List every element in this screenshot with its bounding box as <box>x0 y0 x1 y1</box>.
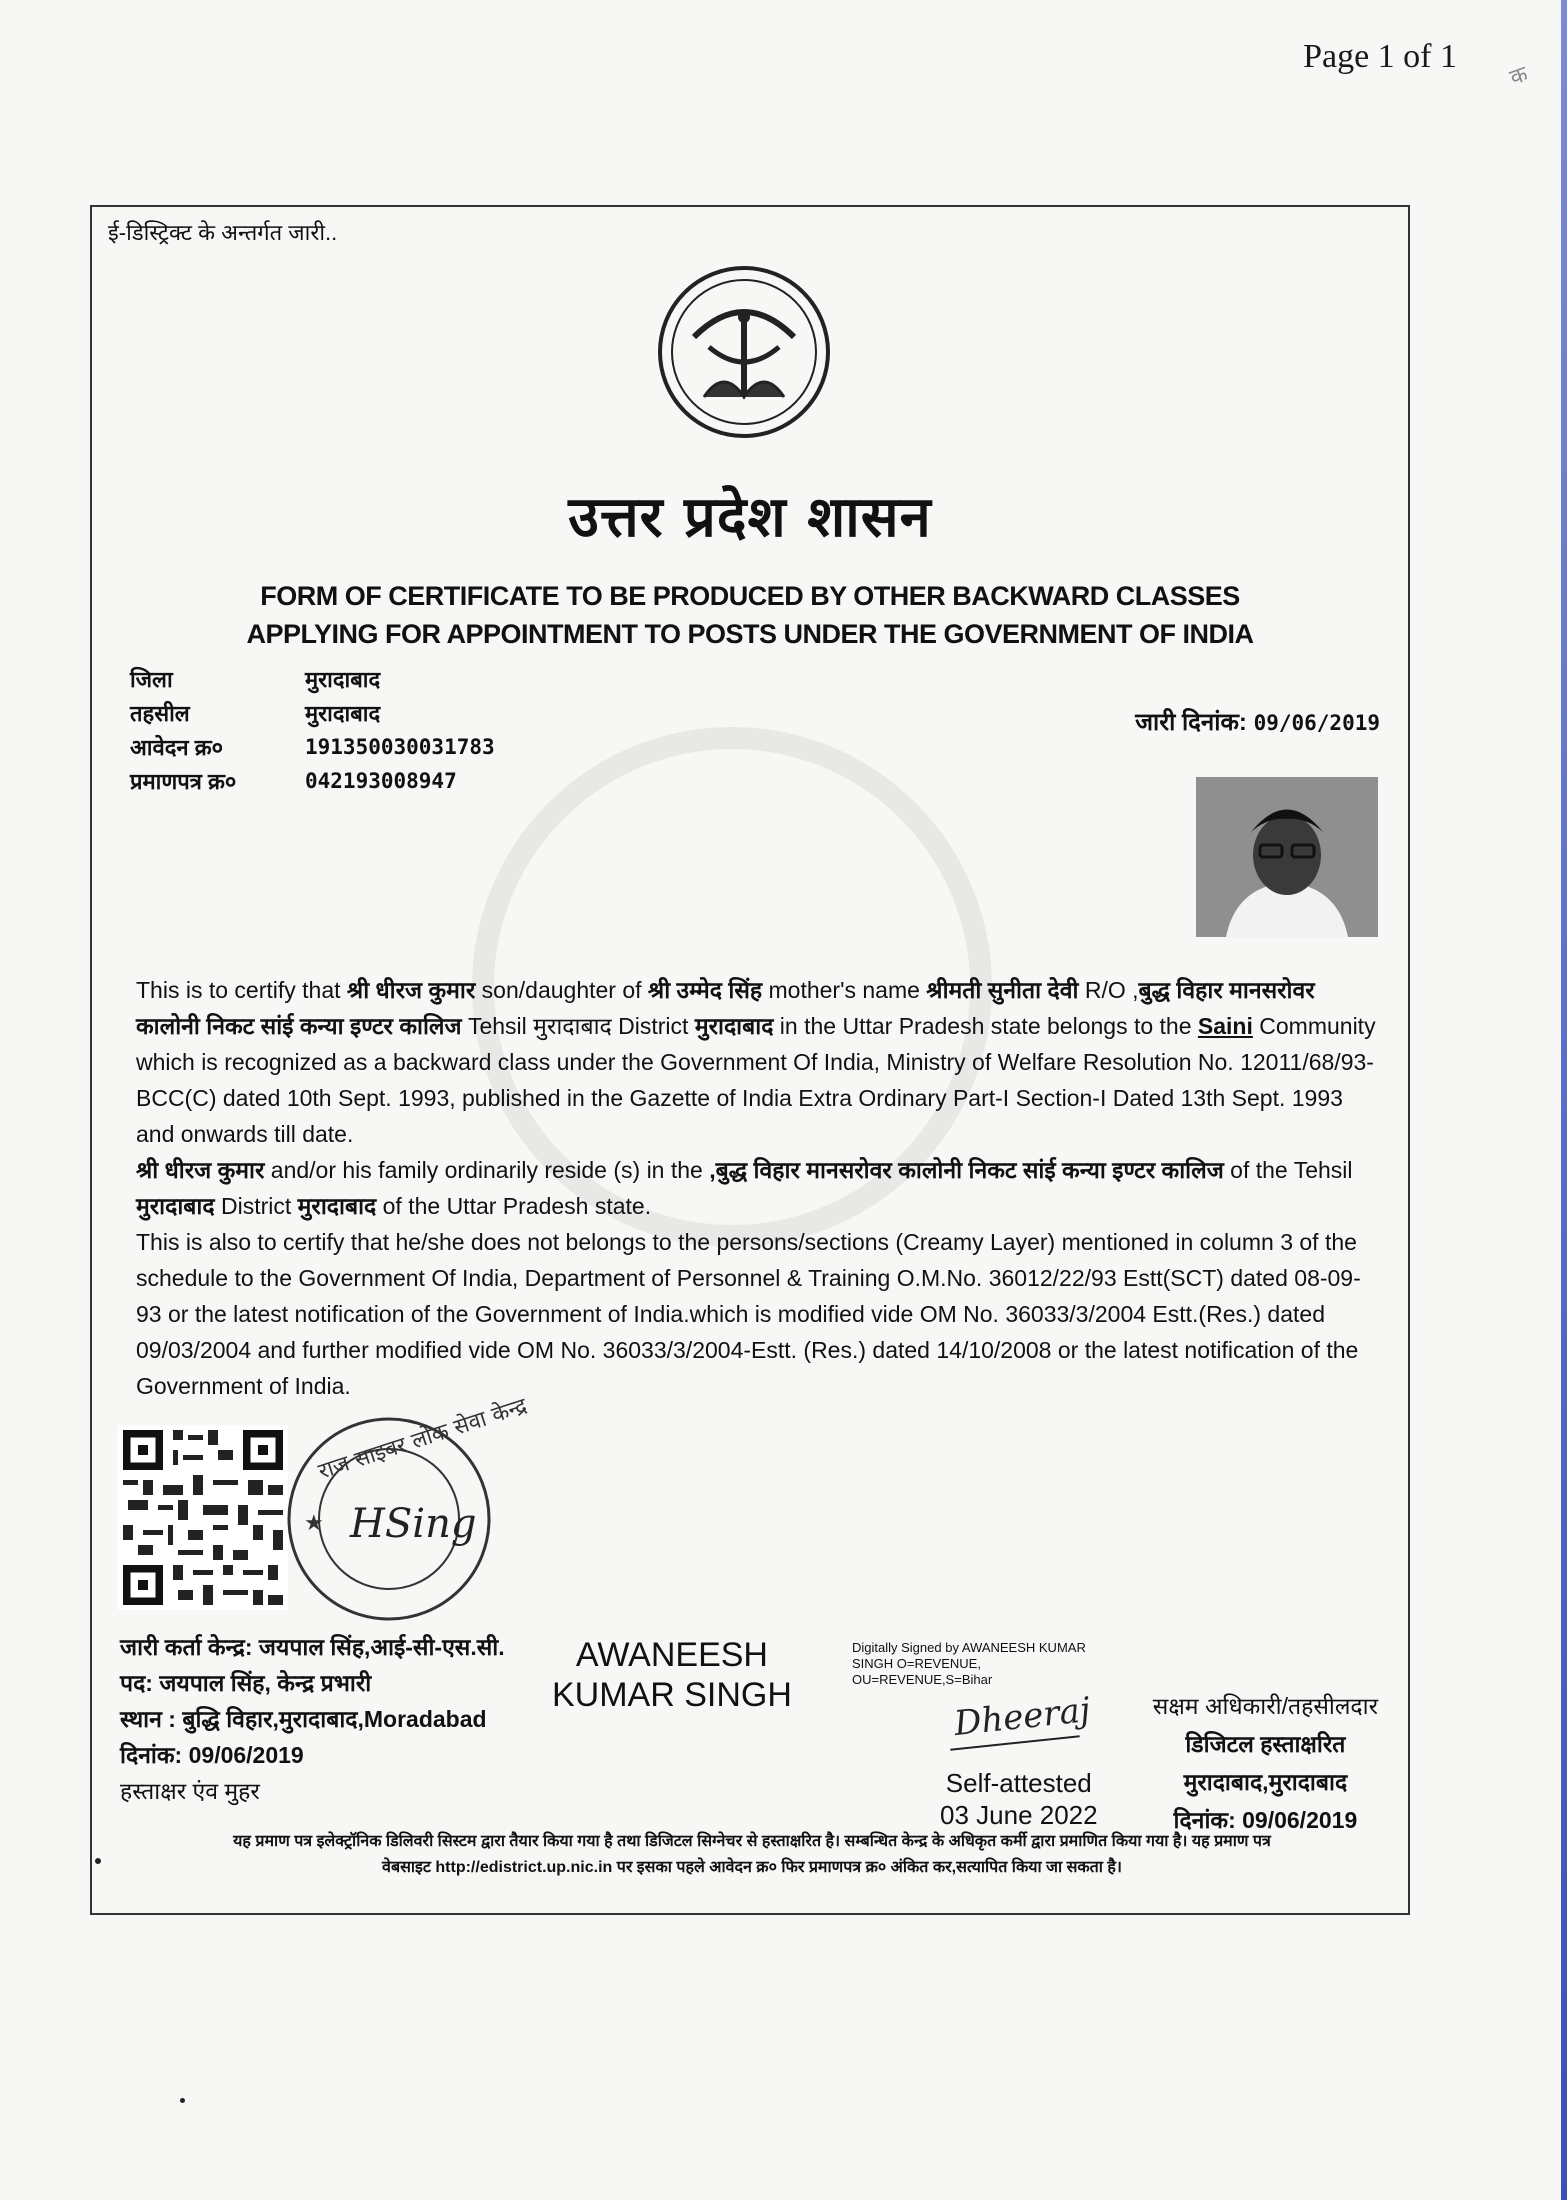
issue-date <box>1135 705 1380 738</box>
text: and/or his family ordinarily reside (s) in the <box>264 1157 710 1183</box>
up-govt-emblem-icon <box>654 247 834 457</box>
issuing-centre-block <box>120 1629 505 1809</box>
signature-seal-label: हस्ताक्षर एंव मुहर <box>120 1778 260 1804</box>
authority-location: मुरादाबाद,मुरादाबाद <box>1183 1769 1348 1795</box>
father-name: श्री उम्मेद सिंह <box>647 977 763 1003</box>
district-row <box>130 662 495 696</box>
text: Tehsil <box>461 1013 534 1039</box>
tehsil-label: तहसील <box>130 701 190 726</box>
svg-text:★: ★ <box>304 1510 324 1535</box>
text: R/O , <box>1078 977 1139 1003</box>
certificate-frame <box>90 205 1410 1915</box>
paragraph-certification <box>136 972 1381 1152</box>
residence-address: बुद्ध विहार मानसरोवर कालोनी निकट सांई कन्या इण्टर कालिज <box>136 977 1315 1039</box>
handwritten-signature: Dheeraj <box>952 1689 1093 1745</box>
district-label: जिला <box>130 667 173 692</box>
attestation-label: Self-attested <box>945 1768 1092 1798</box>
applicant-photo <box>1196 777 1378 937</box>
residence-address: ,बुद्ध विहार मानसरोवर कालोनी निकट सांई कन्या इण्टर कालिज <box>709 1157 1224 1183</box>
text: This is to certify that <box>136 977 347 1003</box>
tehsil-row <box>130 696 495 730</box>
signer-name-line-1: AWANEESH <box>575 1636 768 1674</box>
text: son/daughter of <box>475 977 648 1003</box>
digital-note-line: Digitally Signed by AWANEESH KUMAR <box>852 1640 1086 1655</box>
margin-mark: क <box>1506 60 1531 91</box>
certificate-number: 042193008947 <box>305 769 457 793</box>
form-title-line-1: FORM OF CERTIFICATE TO BE PRODUCED BY OTHER BACKWARD CLASSES <box>260 581 1240 611</box>
text: in the Uttar Pradesh state belongs to the <box>773 1013 1198 1039</box>
issuer-date: दिनांक: 09/06/2019 <box>120 1742 304 1768</box>
certificate-details <box>130 662 495 798</box>
government-title: उत्तर प्रदेश शासन <box>568 484 932 550</box>
digital-signer-name <box>552 1635 792 1715</box>
authority-title: सक्षम अधिकारी/तहसीलदार <box>1152 1693 1378 1719</box>
text: mother's name <box>762 977 927 1003</box>
self-attestation <box>940 1767 1098 1831</box>
district-value: मुरादाबाद <box>305 667 381 692</box>
footer-line-2: वेबसाइट http://edistrict.up.nic.in पर इसका पहले आवेदन क्र० फिर प्रमाणपत्र क्र० अंकित कर,सत्यापित किया जा सकता है। <box>382 1859 1122 1876</box>
scan-edge <box>1561 0 1567 2200</box>
form-title <box>92 577 1408 653</box>
seal-signature: HSing <box>350 1501 477 1547</box>
competent-authority-block <box>1153 1687 1378 1839</box>
scan-speck <box>95 1858 101 1864</box>
signer-name-line-2: KUMAR SINGH <box>552 1676 792 1714</box>
scan-speck <box>180 2098 185 2103</box>
text: District <box>611 1013 695 1039</box>
text: of the Tehsil <box>1223 1157 1353 1183</box>
application-row <box>130 730 495 764</box>
paragraph-residence <box>136 1152 1381 1224</box>
official-seal-stamp <box>282 1393 531 1627</box>
district-name: मुरादाबाद <box>297 1193 377 1219</box>
digital-signature-note <box>852 1640 1086 1688</box>
applicant-name: श्री धीरज कुमार <box>136 1157 265 1183</box>
issuer-post: पद: जयपाल सिंह, केन्द्र प्रभारी <box>120 1670 372 1696</box>
issue-date-value: 09/06/2019 <box>1253 711 1380 735</box>
certificate-label: प्रमाणपत्र क्र० <box>130 769 237 794</box>
text: District <box>214 1193 298 1219</box>
text: Community which is recognized as a backward class under the Government Of India, Ministry of Welfare Resolution No. 12011/68/93-BCC(C) dated 10th Sept. 1993, published in the Gazette of India Extra Ordinary Part-I Section-I Dated 13th Sept. 1993 and onwards till date. <box>136 1013 1376 1147</box>
qr-code-icon <box>118 1425 288 1610</box>
application-label: आवेदन क्र० <box>130 735 224 760</box>
district-name: मुरादाबाद <box>694 1013 774 1039</box>
text: of the Uttar Pradesh state. <box>376 1193 652 1219</box>
authority-date: दिनांक: 09/06/2019 <box>1173 1807 1358 1833</box>
applicant-name: श्री धीरज कुमार <box>346 977 476 1003</box>
form-title-line-2: APPLYING FOR APPOINTMENT TO POSTS UNDER THE GOVERNMENT OF INDIA <box>246 619 1254 649</box>
seal-text: राज साइबर लोक सेवा केन्द्र <box>315 1393 531 1485</box>
tehsil-name: मुरादाबाद <box>533 1013 612 1039</box>
community-name: Saini <box>1197 1013 1253 1039</box>
issue-place: स्थान : बुद्धि विहार,मुरादाबाद,Moradabad <box>120 1706 487 1732</box>
digitally-signed-label: डिजिटल हस्ताक्षरित <box>1185 1731 1346 1757</box>
footer-line-1: यह प्रमाण पत्र इलेक्ट्रॉनिक डिलिवरी सिस्टम द्वारा तैयार किया गया है तथा डिजिटल सिग्नेचर से हस्ताक्षरित है। सम्बन्धित केन्द्र के अधिकृत कर्मी द्वारा प्रमाणित किया गया है। यह प्रमाण पत्र <box>233 1833 1271 1850</box>
certificate-row <box>130 764 495 798</box>
issuing-centre: जारी कर्ता केन्द्र: जयपाल सिंह,आई-सी-एस.सी. <box>120 1634 505 1660</box>
page-number: Page 1 of 1 <box>1303 38 1457 75</box>
certificate-body <box>136 972 1381 1404</box>
tehsil-name: मुरादाबाद <box>136 1193 215 1219</box>
issued-under-note: ई-डिस्ट्रिक्ट के अन्तर्गत जारी.. <box>108 220 338 245</box>
application-number: 191350030031783 <box>305 735 495 759</box>
attestation-date: 03 June 2022 <box>940 1800 1098 1830</box>
issue-date-label: जारी दिनांक: <box>1135 709 1247 736</box>
mother-name: श्रीमती सुनीता देवी <box>926 977 1079 1003</box>
paragraph-creamy-layer: This is also to certify that he/she does not belongs to the persons/sections (Creamy Layer) mentioned in column 3 of the schedule to the Government Of India, Department of Personnel & Training O.M.No. 36012/22/93 Estt(SCT) dated 08-09-93 or the latest notification of the Government of India.which is modified vide OM No. 36033/3/2004 Estt.(Res.) dated 09/03/2004 and further modified vide OM No. 36033/3/2004-Estt. (Res.) dated 14/10/2008 or the latest notification of the Government of India. <box>136 1229 1361 1399</box>
digital-note-line: OU=REVENUE,S=Bihar <box>852 1672 993 1687</box>
digital-note-line: SINGH O=REVENUE, <box>852 1656 981 1671</box>
tehsil-value: मुरादाबाद <box>305 701 381 726</box>
verification-footer <box>112 1829 1392 1881</box>
